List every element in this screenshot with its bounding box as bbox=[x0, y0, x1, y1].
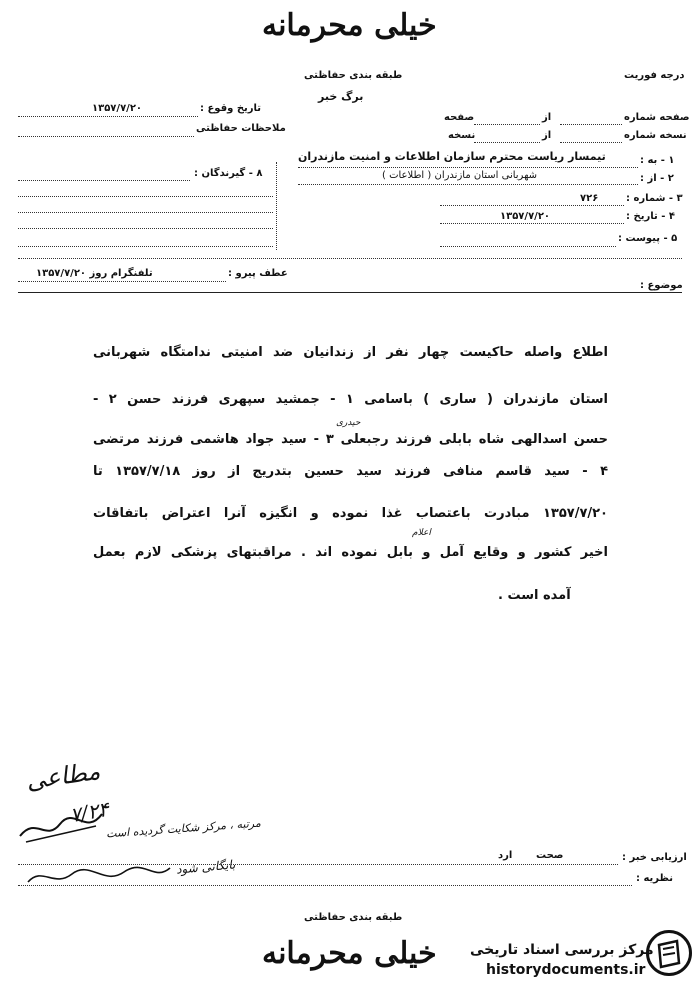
body-line-7: آمده است . bbox=[498, 588, 571, 603]
copy-sep: از bbox=[542, 130, 552, 141]
recipients-dots-2 bbox=[18, 196, 273, 197]
reference-dots bbox=[18, 281, 226, 282]
from-value: شهربانی استان مازندران ( اطلاعات ) bbox=[382, 170, 538, 181]
body-line-4: ۴ - سید قاسم منافی فرزند سید حسین بتدریج از روز ۱۳۵۷/۷/۱۸ تا bbox=[93, 464, 608, 479]
recipients-dots-4 bbox=[18, 228, 273, 229]
copy-word: نسخه bbox=[448, 130, 476, 141]
page-word: صفحه bbox=[444, 112, 475, 123]
handwritten-note-2: بایگانی شود bbox=[175, 857, 236, 877]
source-label: ارد bbox=[498, 850, 513, 861]
header-separator bbox=[18, 258, 682, 259]
page-total-dots bbox=[474, 124, 540, 125]
subject-separator bbox=[18, 292, 682, 293]
recipients-divider bbox=[276, 162, 277, 250]
number-label: ۳ - شماره : bbox=[626, 193, 683, 204]
body-line-5: ۱۳۵۷/۷/۲۰ مبادرت باعتصاب غذا نموده و انگیزه آنرا اعتراض باتفاقات bbox=[93, 506, 608, 521]
footer-title: خیلی محرمانه bbox=[262, 936, 437, 971]
body-line-2: استان مازندران ( ساری ) باسامی ۱ - جمشید سپهری فرزند حسن ۲ - bbox=[93, 392, 608, 407]
security-notes-dots bbox=[18, 136, 194, 137]
document-title: خیلی محرمانه bbox=[262, 8, 437, 43]
opinion-dots bbox=[18, 885, 632, 886]
handwritten-paraph bbox=[24, 862, 174, 892]
opinion-label: نظریه : bbox=[636, 873, 674, 884]
event-date-value: ۱۳۵۷/۷/۲۰ bbox=[92, 103, 143, 114]
handwritten-note-1: مرتبه ، مرکز شکایت گردیده است bbox=[105, 816, 262, 841]
priority-label: درجه فوریت bbox=[624, 70, 685, 81]
signature-date: ۷/۲۴ bbox=[68, 796, 111, 828]
attachment-label: ۵ - پیوست : bbox=[618, 233, 678, 244]
signature-scribble bbox=[16, 806, 106, 846]
copy-number-dots bbox=[560, 142, 622, 143]
copy-total-dots bbox=[474, 142, 540, 143]
recipients-label: ۸ - گیرندگان : bbox=[194, 168, 263, 179]
page-number-sep: از bbox=[542, 112, 552, 123]
classification-label: طبقه بندی حفاظتی bbox=[304, 70, 403, 81]
to-value: تیمسار ریاست محترم سازمان اطلاعات و امنیت مازندران bbox=[298, 150, 606, 163]
date-dots bbox=[440, 223, 624, 224]
body-insertion-2: اعلام bbox=[412, 528, 431, 538]
from-dots bbox=[298, 184, 638, 185]
accuracy-label: صحت bbox=[536, 850, 564, 861]
signature-name: مطاعی bbox=[24, 756, 102, 796]
from-label: ۲ - از : bbox=[640, 173, 674, 184]
event-date-dots bbox=[18, 116, 198, 117]
date-label: ۴ - تاریخ : bbox=[626, 211, 675, 222]
to-label: ۱ - به : bbox=[640, 155, 675, 166]
watermark-url: historydocuments.ir bbox=[486, 962, 646, 978]
attachment-dots bbox=[440, 246, 616, 247]
watermark-logo-icon bbox=[646, 930, 692, 976]
assessment-label: ارزیابی خبر : bbox=[622, 852, 687, 863]
number-dots bbox=[440, 205, 624, 206]
reference-label: عطف پیرو : bbox=[228, 268, 288, 279]
recipients-dots-3 bbox=[18, 212, 273, 213]
body-line-3: حسن اسدالهی شاه بابلی فرزند رجبعلی ۳ - سید جواد هاشمی فرزند مرتضی bbox=[93, 432, 608, 447]
footer-classification-label: طبقه بندی حفاظتی bbox=[304, 912, 403, 923]
body-line-1: اطلاع واصله حاکیست چهار نفر از زندانیان ضد امنیتی ندامتگاه شهربانی bbox=[93, 345, 608, 360]
assessment-dots bbox=[18, 864, 618, 865]
watermark-org: مرکز بررسی اسناد تاریخی bbox=[470, 942, 654, 958]
page-number-dots bbox=[560, 124, 622, 125]
recipients-dots-1 bbox=[18, 180, 190, 181]
body-insertion-1: حیدری bbox=[336, 418, 361, 428]
security-notes-label: ملاحظات حفاظتی bbox=[196, 123, 286, 134]
body-line-6: اخیر کشور و وقایع آمل و بابل نموده اند . مراقبتهای پزشکی لازم بعمل bbox=[93, 545, 608, 560]
page-number-label: صفحه شماره bbox=[624, 112, 690, 123]
number-value: ۷۲۶ bbox=[580, 193, 599, 204]
recipients-dots-5 bbox=[18, 246, 273, 247]
to-dots bbox=[298, 167, 638, 168]
reference-value: تلفنگرام روز ۱۳۵۷/۷/۲۰ bbox=[36, 268, 153, 279]
subject-label: موضوع : bbox=[640, 280, 683, 291]
copy-number-label: نسخه شماره bbox=[624, 130, 687, 141]
form-name: برگ خبر bbox=[318, 90, 364, 103]
date-value: ۱۳۵۷/۷/۲۰ bbox=[500, 211, 551, 222]
event-date-label: تاریخ وقوع : bbox=[200, 103, 262, 114]
